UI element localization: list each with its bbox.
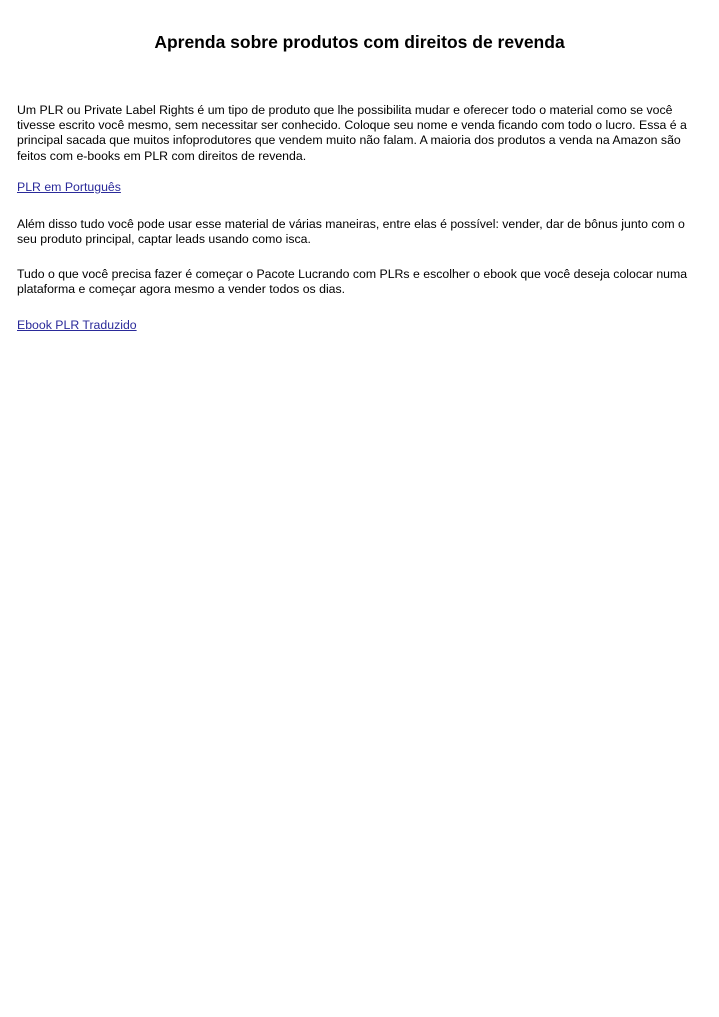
paragraph-usage: Além disso tudo você pode usar esse material de várias maneiras, entre elas é possível: vender, dar de bônus junto com o seu produto principal, captar leads usando como isca. — [17, 217, 685, 247]
paragraph-call-to-action: Tudo o que você precisa fazer é começar o Pacote Lucrando com PLRs e escolher o ebook que você deseja colocar numa plataforma e começar agora mesmo a vender todos os dias. — [17, 267, 688, 297]
link-plr-em-portugues[interactable]: PLR em Português — [17, 180, 121, 194]
link-ebook-plr-traduzido[interactable]: Ebook PLR Traduzido — [17, 318, 137, 332]
page-title: Aprenda sobre produtos com direitos de revenda — [154, 32, 565, 52]
paragraph-plr-intro: Um PLR ou Private Label Rights é um tipo de produto que lhe possibilita mudar e oferecer todo o material como se você tivesse escrito você mesmo, sem necessitar ser conhecido. Coloque seu nome e venda ficando com todo o lucro. Essa é a principal sacada que muitos infoprodutores que vendem muito não falam. A maioria dos produtos a venda na Amazon são feitos com e-books em PLR com direitos de revenda. — [17, 103, 687, 163]
